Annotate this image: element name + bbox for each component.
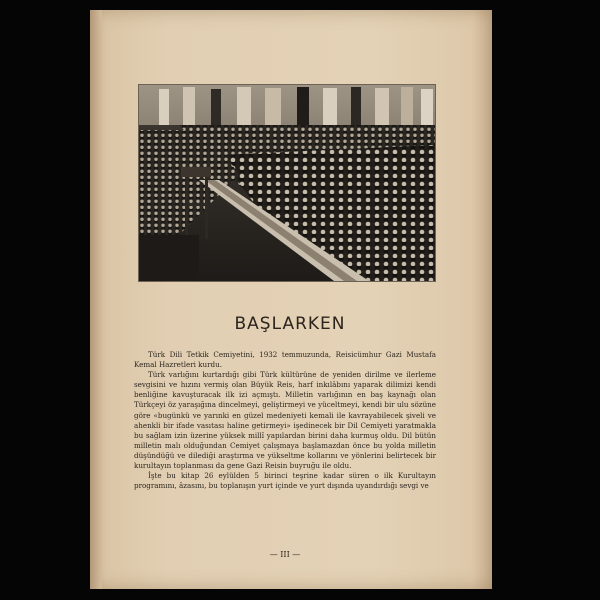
paragraph-2: Türk varlığını kurtardığı gibi Türk kültürüne de yeniden dirilme ve ilerleme sevgisini ve hızını vermiş olan Büyük Reis, harf inkılâbını yaparak dilimizi kendi benliğine kavuşturacak ilk izi açmıştı. Milletin varlığının en baş kaynağı olan Türkçeyi öz yaraşığına dincelmeyi, geliştirmeyi ve yüceltmeyi, kendi bir ulu sözüne göre «bugünkü ve yarınki en güzel medeniyeti kemali ile kavrayabilecek şiveli ve ahenkli bir ifade vasıtası haline getirmeyi» işedinecek bir Dil Cemiyeti yaratmakla bu sağlam izin üzerine yüksek millî yapılardan birini daha kurmuş oldu. Dil bütün milletin malı olduğundan Cemiyet çalışmaya başlamazdan önce bu yolda milletin düşündüğü ve dilediği araştırma ve yükseltme kollarını ve yönlerini belirtecek bir kurultayın toplanması da gene Gazi Reisin buyruğu ile oldu.	[134, 370, 436, 471]
paragraph-3: İşte bu kitap 26 eylülden 5 birinci teşrine kadar süren o ilk Kurultayın programını, âzasını, bu toplanışın yurt içinde ve yurt dışında uyandırdığı sevgi ve	[134, 471, 436, 491]
photograph-image	[139, 85, 435, 281]
page-gutter	[90, 10, 102, 589]
page-number: — III —	[269, 550, 301, 559]
congress-photograph	[138, 84, 436, 282]
page-heading: BAŞLARKEN	[234, 314, 346, 334]
body-text	[134, 350, 436, 491]
paragraph-1: Türk Dili Tetkik Cemiyetini, 1932 temmuzunda, Reisicümhur Gazi Mustafa Kemal Hazretleri kurdu.	[134, 350, 436, 370]
foreground-shadow	[139, 235, 199, 281]
